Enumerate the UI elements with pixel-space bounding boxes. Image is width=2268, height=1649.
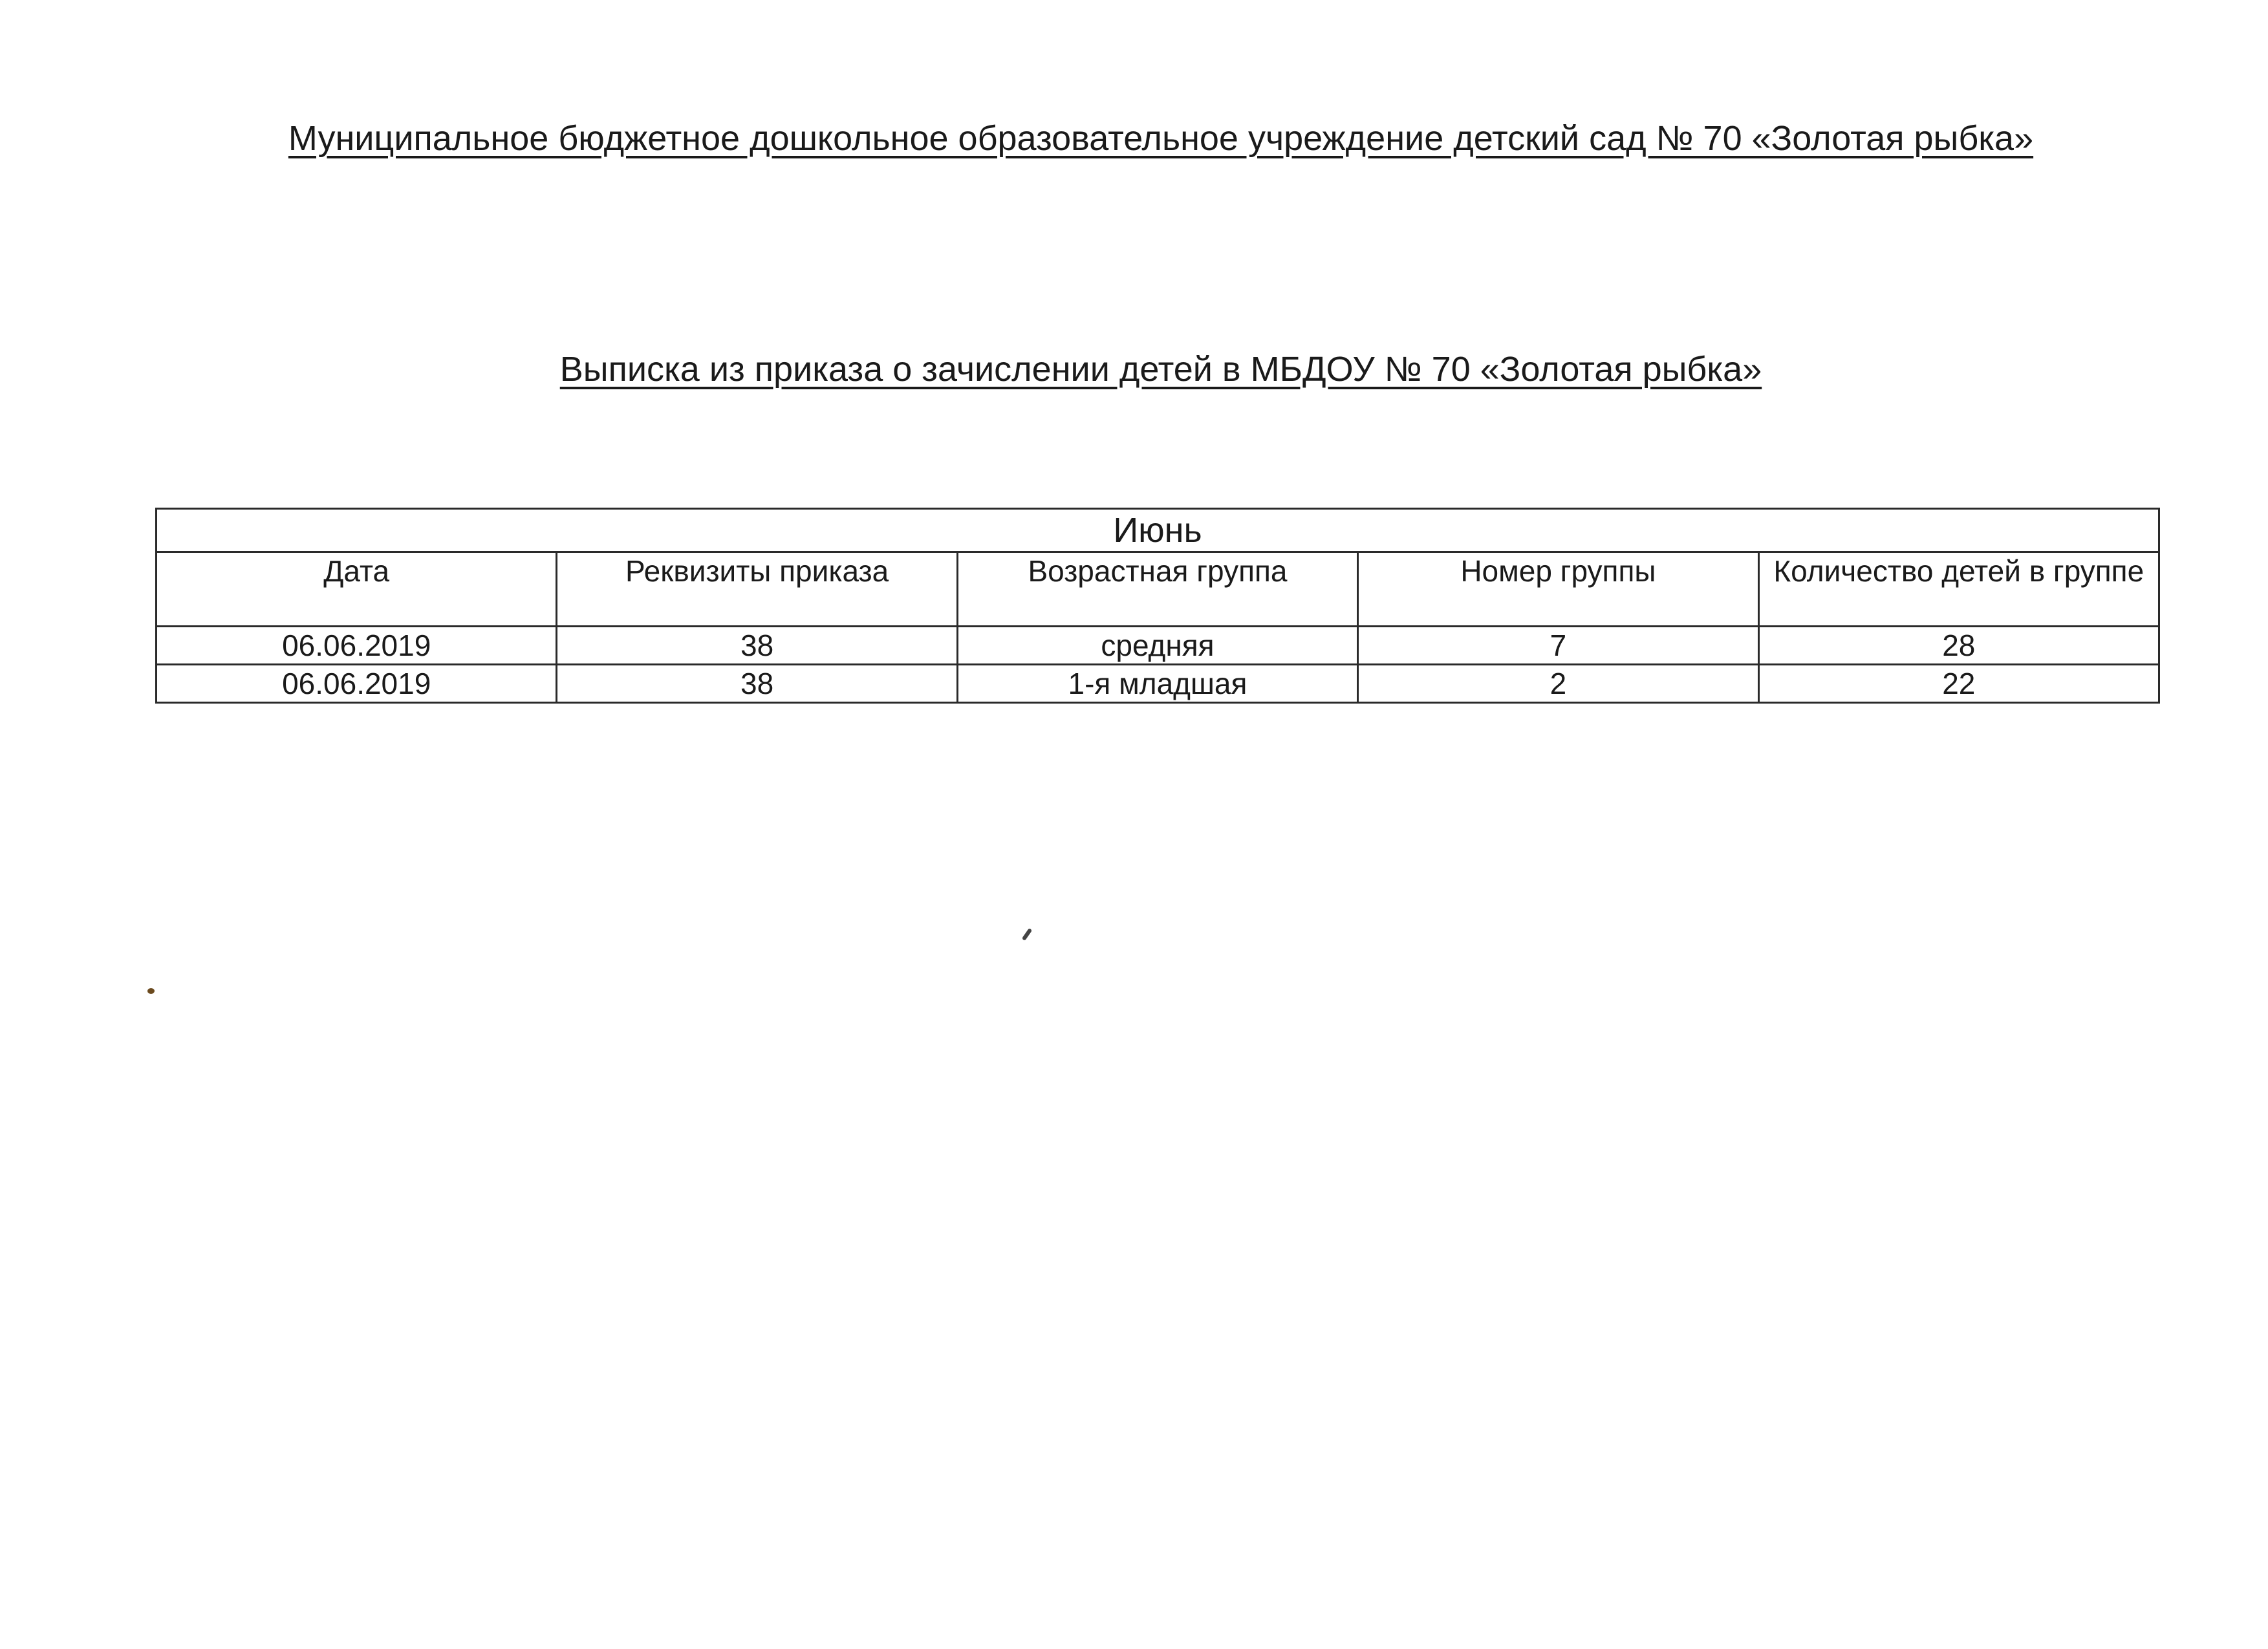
scan-speck bbox=[147, 988, 155, 994]
column-header-date: Дата bbox=[157, 552, 557, 627]
cell-children-count: 22 bbox=[1758, 665, 2159, 703]
cell-date: 06.06.2019 bbox=[157, 627, 557, 665]
cell-group-number: 7 bbox=[1358, 627, 1758, 665]
cell-age-group: средняя bbox=[957, 627, 1357, 665]
cell-order-details: 38 bbox=[557, 627, 957, 665]
cell-date: 06.06.2019 bbox=[157, 665, 557, 703]
document-title: Выписка из приказа о зачислении детей в МБДОУ № 70 «Золотая рыбка» bbox=[559, 350, 1762, 389]
enrollment-table bbox=[155, 508, 2160, 704]
month-header: Июнь bbox=[157, 509, 2159, 552]
cell-group-number: 2 bbox=[1358, 665, 1758, 703]
cell-children-count: 28 bbox=[1758, 627, 2159, 665]
table-row bbox=[157, 665, 2159, 703]
cell-age-group: 1-я младшая bbox=[957, 665, 1357, 703]
column-header-order-details: Реквизиты приказа bbox=[557, 552, 957, 627]
table-row bbox=[157, 627, 2159, 665]
column-header-group-number: Номер группы bbox=[1358, 552, 1758, 627]
column-header-children-count: Количество детей в группе bbox=[1758, 552, 2159, 627]
month-row bbox=[157, 509, 2159, 552]
organization-title: Муниципальное бюджетное дошкольное образовательное учреждение детский сад № 70 «Золотая рыбка» bbox=[288, 119, 2034, 158]
stray-pen-mark bbox=[1022, 928, 1032, 941]
column-header-row bbox=[157, 552, 2159, 627]
column-header-age-group: Возрастная группа bbox=[957, 552, 1357, 627]
cell-order-details: 38 bbox=[557, 665, 957, 703]
